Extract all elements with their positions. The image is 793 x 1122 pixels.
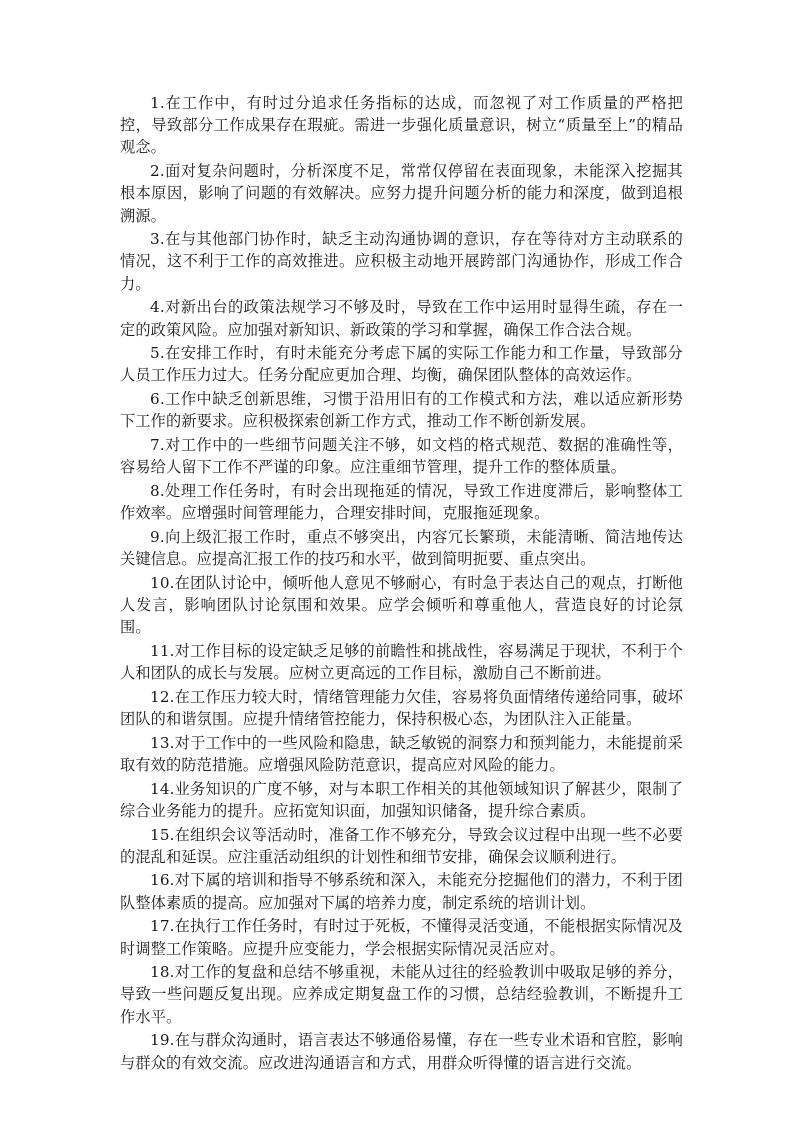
paragraph-11: 11.对工作目标的设定缺乏足够的前瞻性和挑战性，容易满足于现状，不利于个人和团队的成长与发展。应树立更高远的工作目标，激励自己不断前进。 xyxy=(120,641,683,683)
paragraph-7: 7.对工作中的一些细节问题关注不够，如文档的格式规范、数据的准确性等，容易给人留下工作不严谨的印象。应注重细节管理，提升工作的整体质量。 xyxy=(120,436,683,477)
paragraph-19: 19.在与群众沟通时，语言表达不够通俗易懂，存在一些专业术语和官腔，影响与群众的有效交流。应改进沟通语言和方式，用群众听得懂的语言进行交流。 xyxy=(120,1031,683,1072)
document-body xyxy=(120,92,683,1074)
paragraph-18: 18.对工作的复盘和总结不够重视，未能从过往的经验教训中吸取足够的养分，导致一些问题反复出现。应养成定期复盘工作的习惯，总结经验教训，不断提升工作水平。 xyxy=(120,963,683,1026)
paragraph-9: 9.向上级汇报工作时，重点不够突出，内容冗长繁琐，未能清晰、简洁地传达关键信息。应提高汇报工作的技巧和水平，做到简明扼要、重点突出。 xyxy=(120,527,683,569)
paragraph-14: 14.业务知识的广度不够，对与本职工作相关的其他领域知识了解甚少，限制了综合业务能力的提升。应拓宽知识面，加强知识储备，提升综合素质。 xyxy=(120,779,683,820)
paragraph-16: 16.对下属的培训和指导不够系统和深入，未能充分挖掘他们的潜力，不利于团队整体素质的提高。应加强对下属的培养力度，制定系统的培训计划。 xyxy=(120,871,683,912)
paragraph-6: 6.工作中缺乏创新思维，习惯于沿用旧有的工作模式和方法，难以适应新形势下工作的新要求。应积极探索创新工作方式，推动工作不断创新发展。 xyxy=(120,390,683,431)
paragraph-13: 13.对于工作中的一些风险和隐患，缺乏敏锐的洞察力和预判能力，未能提前采取有效的防范措施。应增强风险防范意识，提高应对风险的能力。 xyxy=(120,733,683,774)
paragraph-3: 3.在与其他部门协作时，缺乏主动沟通协调的意识，存在等待对方主动联系的情况，这不利于工作的高效推进。应积极主动地开展跨部门沟通协作，形成工作合力。 xyxy=(120,230,683,293)
paragraph-17: 17.在执行工作任务时，有时过于死板，不懂得灵活变通，不能根据实际情况及时调整工作策略。应提升应变能力，学会根据实际情况灵活应对。 xyxy=(120,917,683,958)
paragraph-2: 2.面对复杂问题时，分析深度不足，常常仅停留在表面现象，未能深入挖掘其根本原因，影响了问题的有效解决。应努力提升问题分析的能力和深度，做到追根溯源。 xyxy=(120,162,683,225)
paragraph-1: 1.在工作中，有时过分追求任务指标的达成，而忽视了对工作质量的严格把控，导致部分工作成果存在瑕疵。需进一步强化质量意识，树立“质量至上”的精品观念。 xyxy=(120,94,683,157)
paragraph-10: 10.在团队讨论中，倾听他人意见不够耐心，有时急于表达自己的观点，打断他人发言，影响团队讨论氛围和效果。应学会倾听和尊重他人，营造良好的讨论氛围。 xyxy=(120,573,683,637)
paragraph-15: 15.在组织会议等活动时，准备工作不够充分，导致会议过程中出现一些不必要的混乱和延误。应注重活动组织的计划性和细节安排，确保会议顺利进行。 xyxy=(120,825,683,866)
paragraph-5: 5.在安排工作时，有时未能充分考虑下属的实际工作能力和工作量，导致部分人员工作压力过大。任务分配应更加合理、均衡，确保团队整体的高效运作。 xyxy=(120,344,683,385)
paragraph-4: 4.对新出台的政策法规学习不够及时，导致在工作中运用时显得生疏，存在一定的政策风险。应加强对新知识、新政策的学习和掌握，确保工作合法合规。 xyxy=(120,298,683,339)
paragraph-8: 8.处理工作任务时，有时会出现拖延的情况，导致工作进度滞后，影响整体工作效率。应增强时间管理能力，合理安排时间，克服拖延现象。 xyxy=(120,481,683,523)
paragraph-12: 12.在工作压力较大时，情绪管理能力欠佳，容易将负面情绪传递给同事，破坏团队的和谐氛围。应提升情绪管控能力，保持积极心态，为团队注入正能量。 xyxy=(120,687,683,728)
